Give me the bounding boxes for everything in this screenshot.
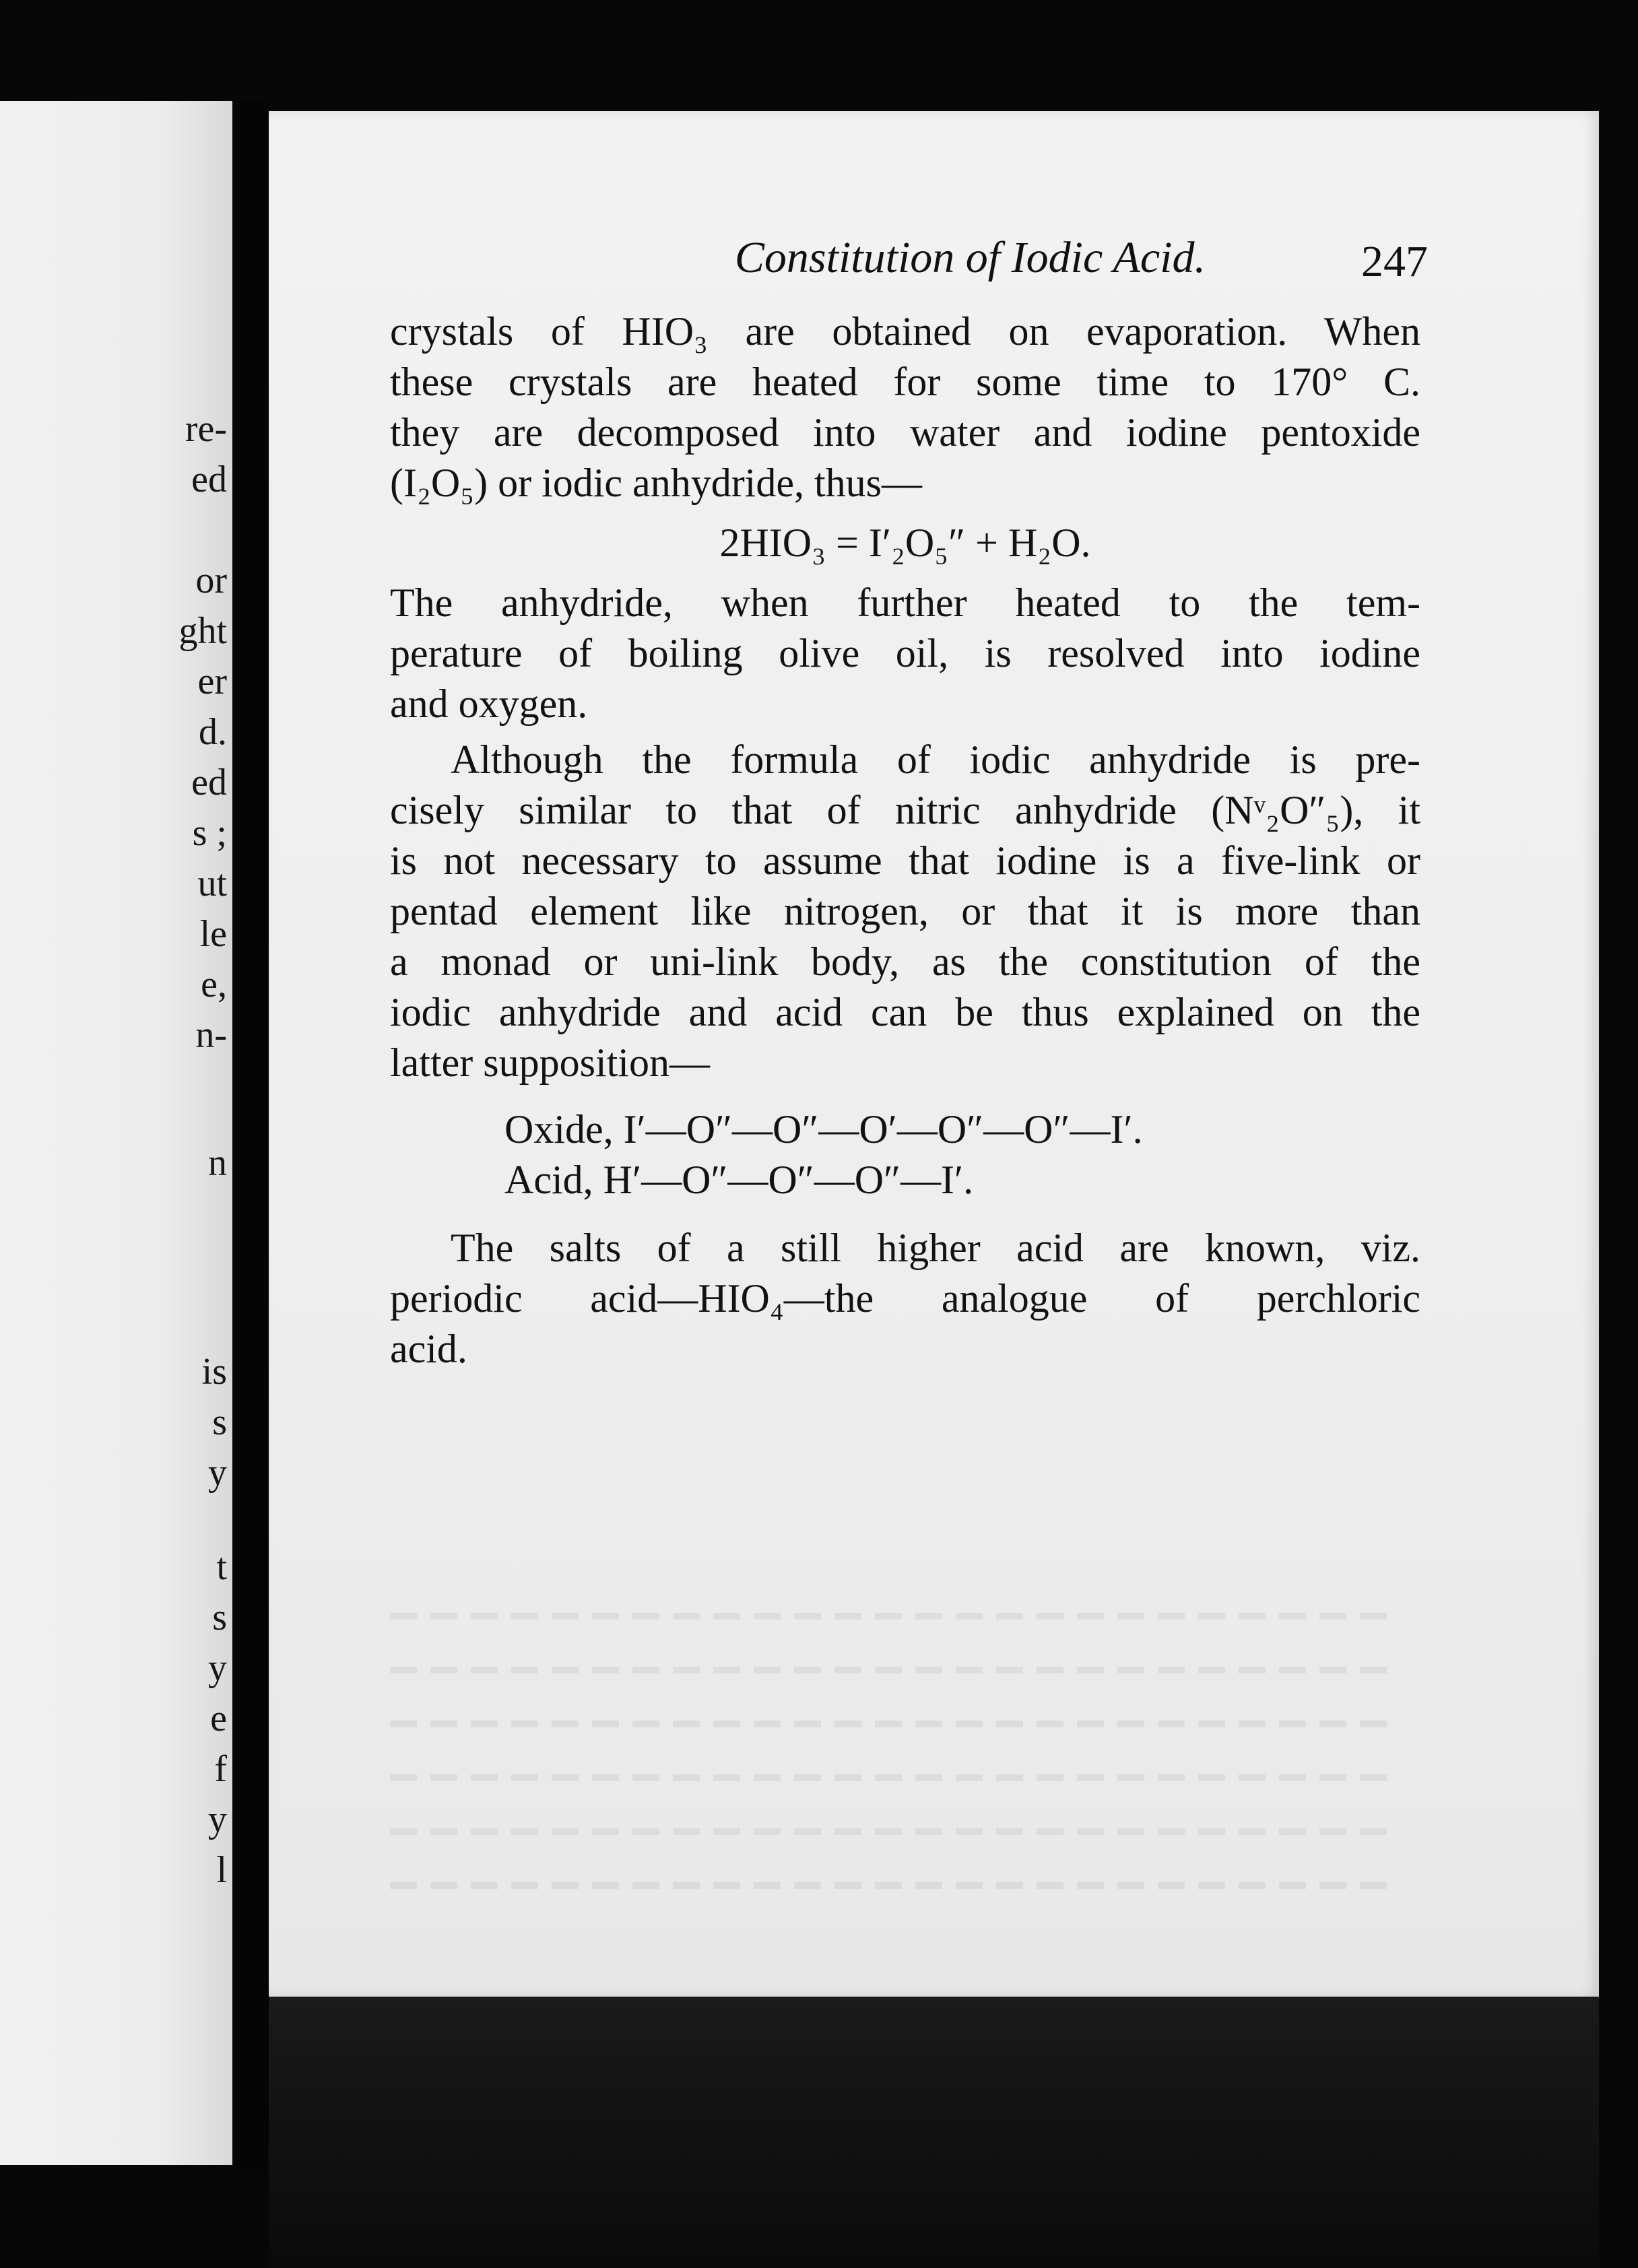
text-line: The anhydride, when further heated to the tem- (390, 580, 1420, 625)
show-through-line (390, 1613, 1400, 1620)
page-header (391, 232, 1428, 300)
paragraph-3 (390, 735, 1420, 1088)
left-fragment: or (195, 560, 227, 601)
text-line: perature of boiling olive oil, is resolved into iodine (390, 631, 1420, 675)
left-fragment: ght (178, 610, 227, 652)
paragraph-2 (390, 578, 1420, 729)
left-fragment: y (208, 1647, 227, 1689)
text-line: iodic anhydride and acid can be thus explained on the (390, 990, 1420, 1034)
equation: 2HIO₃ = I′₂O₅″ + H₂O. (719, 521, 1091, 565)
text-line: and oxygen. (390, 681, 588, 726)
page-body (390, 306, 1420, 1374)
left-fragment: l (216, 1849, 227, 1891)
show-through-line (390, 1828, 1400, 1835)
acid-formula: Acid, H′—O″—O″—O″—I′. (504, 1158, 974, 1202)
page-number: 247 (1361, 237, 1428, 286)
left-fragment: s (212, 1401, 227, 1443)
left-fragment: le (199, 913, 227, 955)
left-fragment: ut (197, 863, 227, 904)
left-fragment: e (210, 1698, 227, 1739)
text-line: The salts of a still higher acid are known, viz. (451, 1226, 1420, 1270)
text-line: (I₂O₅) or iodic anhydride, thus— (390, 461, 922, 505)
left-fragment: ed (191, 459, 227, 500)
text-line: these crystals are heated for some time to 170° C. (390, 360, 1420, 404)
book-gutter (232, 101, 269, 2175)
scan-background (269, 1997, 1599, 2268)
oxide-formula: Oxide, I′—O″—O″—O′—O″—O″—I′. (504, 1107, 1143, 1152)
show-through-line (390, 1721, 1400, 1727)
left-fragment: n (208, 1142, 227, 1184)
text-line: they are decomposed into water and iodine pentoxide (390, 410, 1420, 455)
running-title: Constitution of Iodic Acid. (734, 233, 1206, 282)
structural-formulas (504, 1104, 1420, 1205)
text-line: cisely similar to that of nitric anhydride (Nᵛ₂O″₅), it (390, 788, 1420, 832)
left-fragment: s ; (192, 812, 227, 854)
left-facing-page (0, 101, 232, 2165)
left-fragment: n- (195, 1014, 227, 1056)
paragraph-4 (390, 1223, 1420, 1374)
show-through-line (390, 1882, 1400, 1889)
show-through-line (390, 1774, 1400, 1781)
left-fragment: y (208, 1799, 227, 1840)
text-line: acid. (390, 1327, 467, 1371)
left-fragment: er (197, 661, 227, 702)
show-through-line (390, 1667, 1400, 1673)
text-line: periodic acid—HIO₄—the analogue of perchloric (390, 1276, 1420, 1321)
text-line: Although the formula of iodic anhydride is pre- (451, 737, 1420, 782)
text-line: crystals of HIO₃ are obtained on evaporation. When (390, 309, 1420, 354)
left-fragment: t (216, 1546, 227, 1588)
text-line: a monad or uni-link body, as the constitution of the (390, 939, 1420, 984)
text-line: latter supposition— (390, 1040, 710, 1085)
left-fragment: re- (185, 408, 227, 450)
book-page (269, 111, 1599, 1997)
left-fragment: ed (191, 762, 227, 803)
left-fragment: y (208, 1452, 227, 1494)
paragraph-1 (390, 306, 1420, 508)
left-fragment: f (214, 1748, 227, 1790)
left-fragment: s (212, 1597, 227, 1638)
left-fragment: e, (201, 964, 227, 1005)
left-fragment: is (201, 1351, 227, 1393)
text-line: pentad element like nitrogen, or that it is more than (390, 889, 1420, 933)
left-fragment: d. (199, 711, 227, 753)
text-line: is not necessary to assume that iodine is a five-link or (390, 838, 1420, 883)
